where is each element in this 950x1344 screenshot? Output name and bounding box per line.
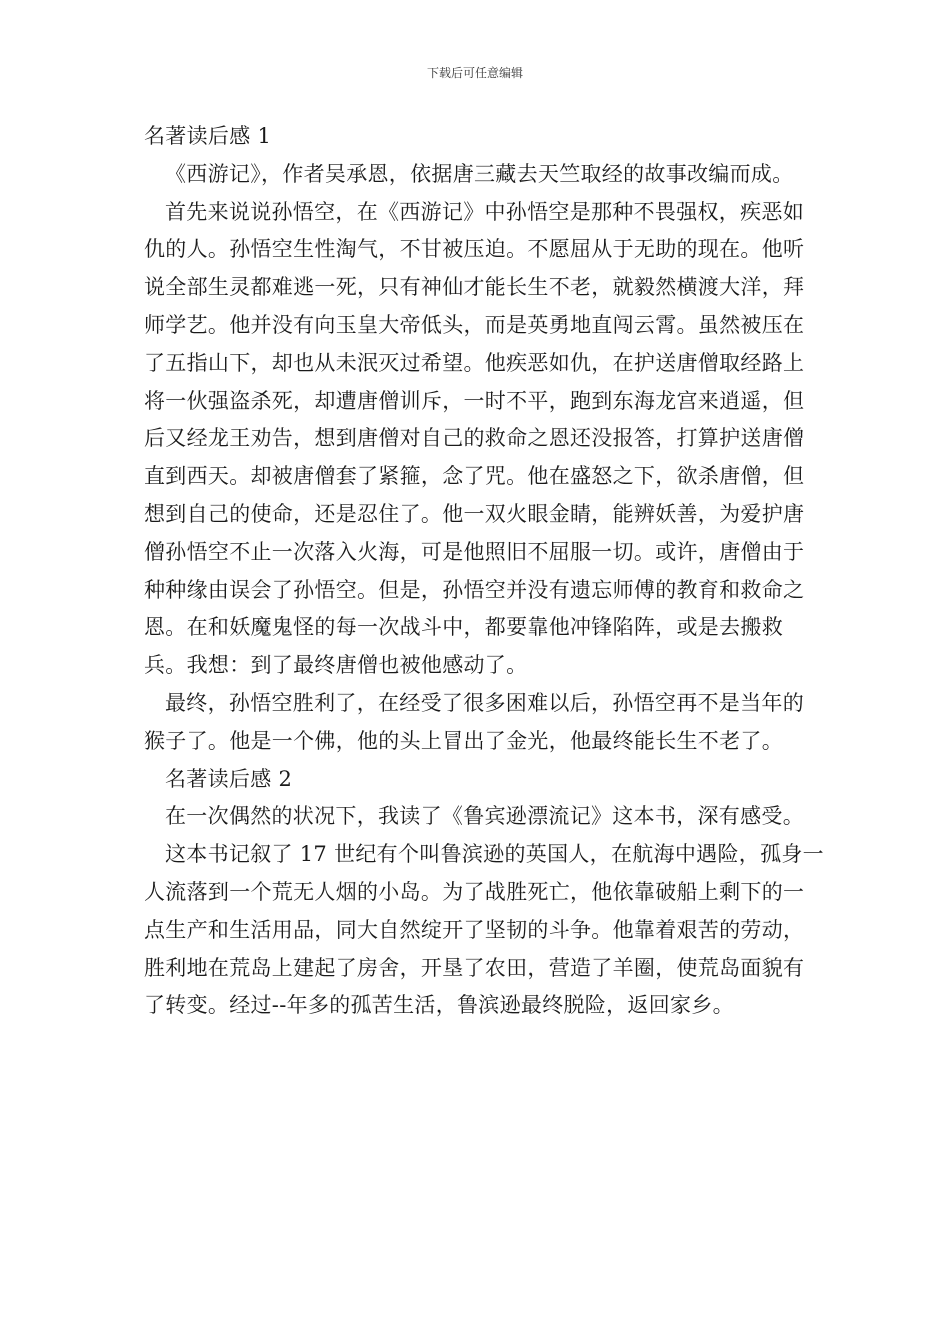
paragraph-2: 首先来说说孙悟空，在《西游记》中孙悟空是那种不畏强权，疾恶如仇的人。孙悟空生性淘气，不甘被压迫。不愿屈从于无助的现在。他听说全部生灵都难逃一死，只有神仙才能长生不老，就毅然横渡大洋，拜师学艺。他并没有向玉皇大帝低头，而是英勇地直闯云霄。虽然被压在了五指山下，却也从未泯灭过希望。他疾恶如仇，在护送唐僧取经路上将一伙强盗杀死，却遭唐僧训斥，一时不平，跑到东海龙宫来逍遥，但后又经龙王劝告，想到唐僧对自己的救命之恩还没报答，打算护送唐僧直到西天。却被唐僧套了紧箍，念了咒。他在盛怒之下，欲杀唐僧，但想到自己的使命，还是忍住了。他一双火眼金睛，能辨妖善，为爱护唐僧孙悟空不止一次落入火海，可是他照旧不屈服一切。或许，唐僧由于种种缘由误会了孙悟空。但是，孙悟空并没有遗忘师傅的教育和救命之恩。在和妖魔鬼怪的每一次战斗中，都要靠他冲锋陷阵，或是去搬救兵。我想：到了最终唐僧也被他感动了。 xyxy=(144,199,805,678)
section-title-1: 名著读后感 1 xyxy=(144,124,272,148)
paragraph-4: 在一次偶然的状况下，我读了《鲁宾逊漂流记》这本书，深有感受。 xyxy=(165,804,804,829)
section-title-2: 名著读后感 2 xyxy=(165,766,293,791)
document-body xyxy=(144,118,824,1025)
paragraph-1: 《西游记》，作者吴承恩，依据唐三藏去天竺取经的故事改编而成。 xyxy=(165,161,794,186)
paragraph-3: 最终，孙悟空胜利了，在经受了很多困难以后，孙悟空再不是当年的猴子了。他是一个佛，他的头上冒出了金光，他最终能长生不老了。 xyxy=(144,690,804,753)
page-header: 下载后可任意编辑 xyxy=(426,66,523,80)
paragraph-5: 这本书记叙了 17 世纪有个叫鲁滨逊的英国人，在航海中遇险，孤身一人流落到一个荒无人烟的小岛。为了战胜死亡，他依靠破船上剩下的一点生产和生活用品，同大自然绽开了坚韧的斗争。他靠着艰苦的劳动，胜利地在荒岛上建起了房舍，开垦了农田，营造了羊圈，使荒岛面貌有了转变。经过--年多的孤苦生活，鲁滨逊最终脱险，返回家乡。 xyxy=(144,842,824,1018)
